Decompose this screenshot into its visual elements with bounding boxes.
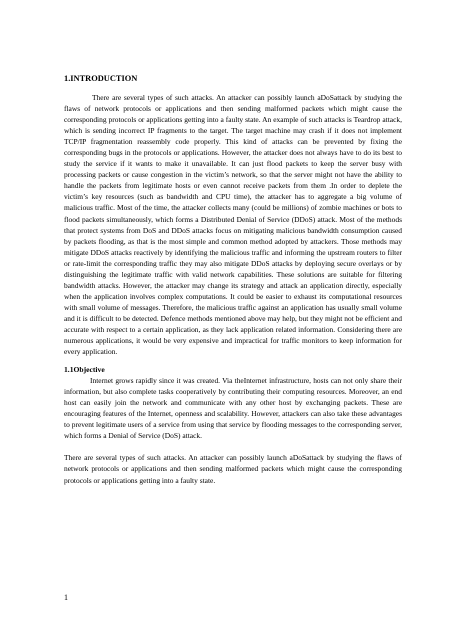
section-heading: 1.INTRODUCTION: [64, 74, 138, 83]
paragraph-spacer: [64, 441, 402, 452]
subsection-heading: 1.1Objective: [64, 365, 105, 375]
intro-paragraph: There are several types of such attacks. An attacker can possibly launch aDoSattack by studying the flaws of network protocols or applications and then sending malformed packets which might cause the corresponding protocols or applications getting into a faulty state. An example of such attacks is Teardrop attack, which is sending incorrect IP fragments to the target. The target machine may crash if it does not implement TCP/IP fragmentation reassembly code properly. This kind of attacks can be prevented by fixing the corresponding bugs in the protocols or applications. However, the attacker does not always have to do its best to study the service if it wants to make it unavailable. It can just flood packets to keep the server busy with processing packets or cause congestion in the victim’s network, so that the server might not have the ability to handle the packets from legitimate hosts or even cannot receive packets from them .In order to deplete the victim’s key resources (such as bandwidth and CPU time), the attacker has to aggregate a big volume of malicious traffic. Most of the time, the attacker collects many (could be millions) of zombie machines or bots to flood packets simultaneously, which forms a Distributed Denial of Service (DDoS) attack. Most of the methods that protect systems from DoS and DDoS attacks focus on mitigating malicious bandwidth consumption caused by packets flooding, as that is the most simple and common method adopted by attackers. Those methods may mitigate DDoS attacks reactively by identifying the malicious traffic and informing the upstream routers to filter or rate-limit the corresponding traffic they may also mitigate DDoS attacks by deploying secure overlays or by distinguishing the legitimate traffic with valid network capabilities. These solutions are suitable for filtering bandwidth attacks. However, the attacker may change its strategy and attack an application directly, especially when the application involves complex computations. It could be easier to exhaust its computational resources with small volume of messages. Therefore, the malicious traffic against an application has usually small volume and it is difficult to be detected. Defence methods mentioned above may help, but they might not be efficient and accurate with respect to a certain application, as they lack application related information. Considering there are numerous applications, it would be very expensive and impractical for traffic monitors to keep information for every application.: [64, 93, 402, 357]
closing-paragraph: There are several types of such attacks. An attacker can possibly launch aDoSattack by studying the flaws of network protocols or applications and then sending malformed packets which might cause the corresponding protocols or applications getting into a faulty state.: [64, 453, 402, 485]
objective-paragraph: Internet grows rapidly since it was created. Via theInternet infrastructure, hosts can not only share their information, but also complete tasks cooperatively by contributing their computing resources. Moreover, an end host can easily join the network and communicate with any other host by exchanging packets. These are encouraging features of the Internet, openness and scalability. However, attackers can also take these advantages to prevent legitimate users of a service from using that service by flooding messages to the corresponding server, which forms a Denial of Service (DoS) attack.: [64, 376, 402, 441]
page-content: [64, 73, 402, 486]
page-number: 1: [64, 593, 68, 602]
